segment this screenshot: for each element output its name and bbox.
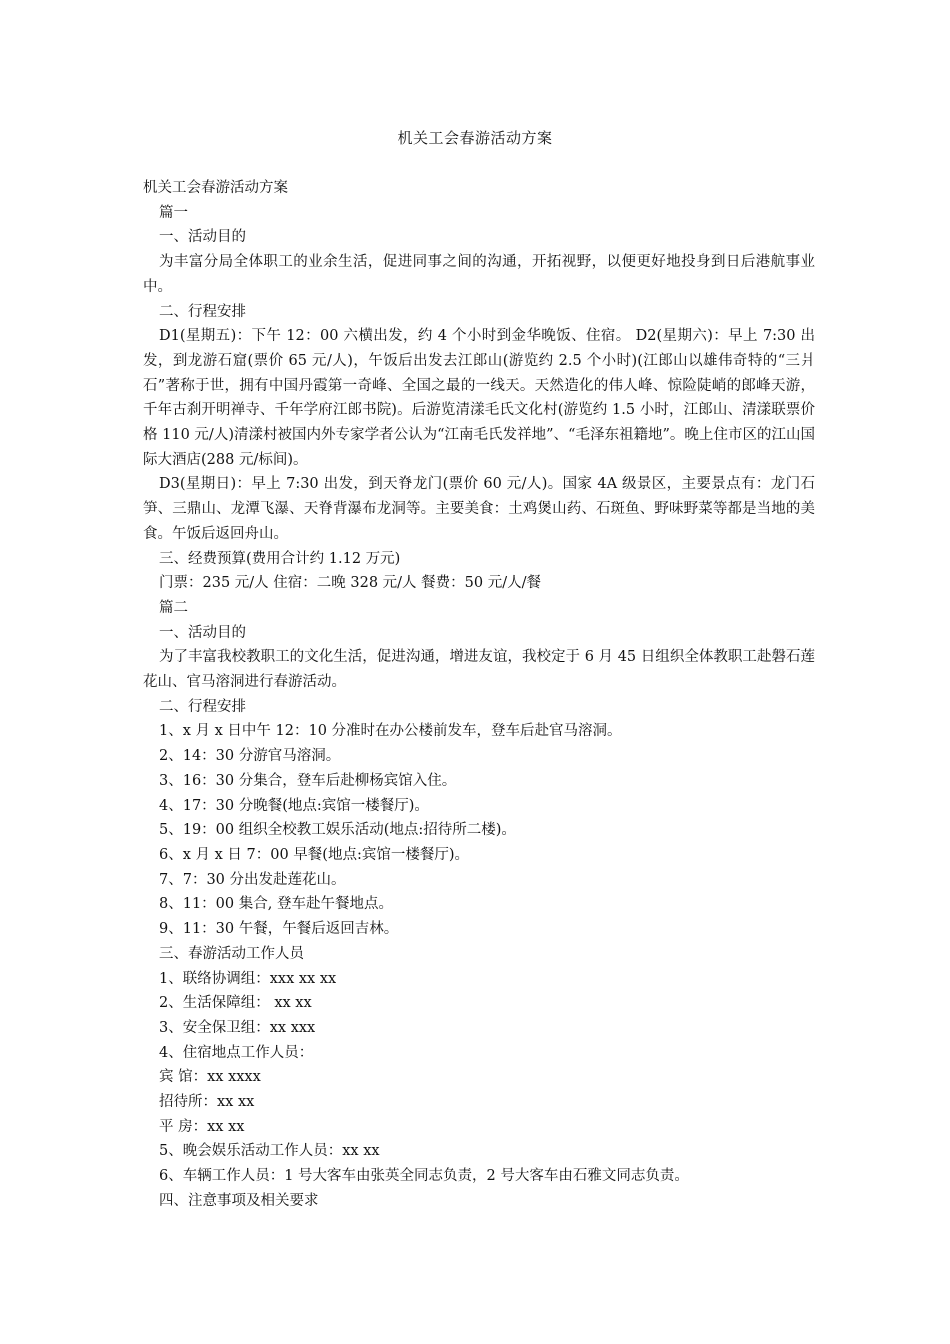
paragraph: 3、16：30 分集合，登车后赴柳杨宾馆入住。 bbox=[159, 772, 457, 789]
paragraph: 5、晚会娱乐活动工作人员：xx xx bbox=[159, 1143, 380, 1160]
paragraph: 9、11：30 午餐，午餐后返回吉林。 bbox=[159, 921, 399, 938]
paragraph: 1、联络协调组：xxx xx xx bbox=[159, 970, 337, 987]
paragraph: 3、安全保卫组：xx xxx bbox=[159, 1019, 316, 1036]
paragraph: 机关工会春游活动方案 bbox=[143, 180, 288, 196]
paragraph: 二、行程安排 bbox=[159, 698, 246, 715]
paragraph: 1、x 月 x 日中午 12：10 分准时在办公楼前发车，登车后赴官马溶洞。 bbox=[159, 723, 622, 740]
paragraph: 三、经费预算(费用合计约 1.12 万元) bbox=[159, 550, 401, 567]
document-title: 机关工会春游活动方案 bbox=[397, 129, 553, 147]
paragraph: 6、x 月 x 日 7：00 早餐(地点:宾馆一楼餐厅)。 bbox=[159, 846, 469, 863]
paragraph: 6、车辆工作人员：1 号大客车由张英全同志负责，2 号大客车由石雅文同志负责。 bbox=[159, 1168, 689, 1185]
paragraph: 4、住宿地点工作人员： bbox=[159, 1044, 314, 1061]
paragraph: D1(星期五)：下午 12：00 六横出发，约 4 个小时到金华晚饭、住宿。 D2(星期六)：早上 7:30 出发，到龙游石窟(票价 65 元/人)，午饭后出发去江郎山(游览约 2.5 个小时)(江郎山以雄伟奇特的“三爿石”著称于世，拥有中国丹霞第一奇峰、全国之最的一线天。天然造化的伟人峰、惊险陡峭的郎峰天游，千年古刹开明禅寺、千年学府江郎书院)。后游览清漾毛氏文化村(游览约 1.5 小时，江郎山、清漾联票价格 110 元/人)清漾村被国内外专家学者公认为“江南毛氏发祥地”、“毛泽东祖籍地”。晚上住市区的江山国际大酒店(288 元/标间)。 bbox=[143, 328, 815, 468]
paragraph: 三、春游活动工作人员 bbox=[159, 945, 304, 962]
paragraph: 5、19：00 组织全校教工娱乐活动(地点:招待所二楼)。 bbox=[159, 822, 516, 839]
paragraph: 为了丰富我校教职工的文化生活，促进沟通，增进友谊，我校定于 6 月 45 日组织全体教职工赴磐石莲花山、官马溶洞进行春游活动。 bbox=[143, 649, 815, 691]
paragraph: 门票：235 元/人 住宿：二晚 328 元/人 餐费：50 元/人/餐 bbox=[159, 575, 541, 592]
paragraph: 篇一 bbox=[159, 204, 188, 221]
paragraph: 为丰富分局全体职工的业余生活，促进同事之间的沟通，开拓视野，以便更好地投身到日后港航事业中。 bbox=[143, 254, 815, 295]
paragraph: D3(星期日)：早上 7:30 出发，到天脊龙门(票价 60 元/人)。国家 4A 级景区，主要景点有：龙门石笋、三鼎山、龙潭飞瀑、天脊背瀑布龙洞等。主要美食：土鸡煲山药、石斑鱼、野味野菜等都是当地的美食。午饭后返回舟山。 bbox=[143, 476, 815, 542]
paragraph: 2、14：30 分游官马溶洞。 bbox=[159, 748, 341, 765]
paragraph: 招待所：xx xx bbox=[159, 1094, 255, 1111]
paragraph: 2、生活保障组： xx xx bbox=[159, 995, 312, 1012]
paragraph: 4、17：30 分晚餐(地点:宾馆一楼餐厅)。 bbox=[159, 797, 429, 814]
paragraph: 一、活动目的 bbox=[159, 229, 246, 246]
paragraph: 8、11：00 集合, 登车赴午餐地点。 bbox=[159, 896, 393, 913]
paragraph: 一、活动目的 bbox=[159, 624, 246, 641]
paragraph: 四、注意事项及相关要求 bbox=[159, 1192, 319, 1209]
paragraph: 平 房：xx xx bbox=[159, 1118, 245, 1135]
document-body bbox=[143, 176, 815, 1214]
paragraph: 7、7：30 分出发赴莲花山。 bbox=[159, 871, 346, 888]
paragraph: 二、行程安排 bbox=[159, 303, 246, 320]
paragraph: 宾 馆：xx xxxx bbox=[159, 1069, 261, 1086]
paragraph: 篇二 bbox=[159, 599, 188, 616]
